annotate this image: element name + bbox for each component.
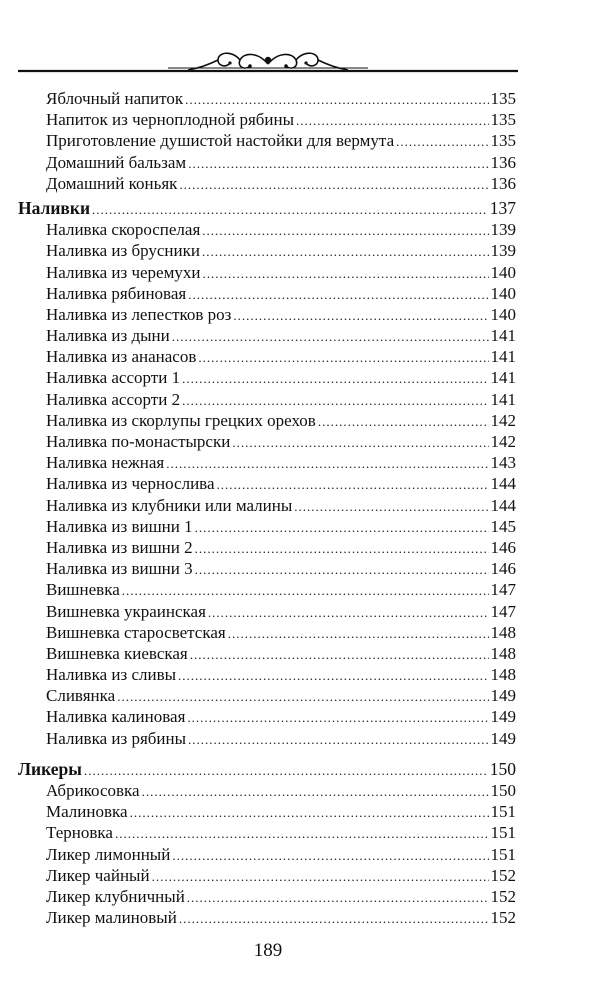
toc-entry: [18, 173, 516, 194]
dot-leader: [130, 801, 489, 823]
toc-entry: [18, 664, 516, 685]
toc-entry: [18, 780, 516, 801]
dot-leader: [84, 759, 488, 781]
toc-entry-page: 152: [490, 908, 516, 928]
toc-entry: [18, 283, 516, 304]
toc-entry-page: 141: [490, 389, 516, 409]
toc-entry-page: 140: [490, 262, 516, 282]
section-heading: [18, 759, 516, 780]
toc-entry: [18, 886, 516, 907]
toc-entry-page: 135: [490, 89, 516, 108]
toc-entry: [18, 685, 516, 706]
dot-leader: [396, 130, 488, 152]
toc-entry: [18, 558, 516, 579]
dot-leader: [202, 262, 488, 284]
toc-entry-title: Ликер клубничный: [46, 886, 185, 906]
toc-entry-title: Наливка нежная: [46, 453, 165, 473]
toc-entry-title: Абрикосовка: [46, 781, 140, 800]
toc-entry: [18, 822, 516, 843]
dot-leader: [182, 389, 488, 411]
toc-entry-page: 140: [490, 283, 516, 303]
dot-leader: [187, 706, 488, 728]
dot-leader: [202, 240, 489, 262]
toc-entry-title: Наливка из клубники или малины: [46, 495, 293, 515]
toc-entry-page: 142: [490, 432, 516, 451]
toc-entry: [18, 728, 516, 749]
toc-entry-page: 150: [490, 781, 516, 800]
dot-leader: [182, 367, 488, 389]
dot-leader: [185, 88, 488, 110]
dot-leader: [152, 865, 489, 887]
toc-entry-title: Вишневка старосветская: [46, 622, 226, 642]
dot-leader: [115, 822, 489, 844]
toc-entry: [18, 410, 516, 431]
toc-entry-title: Наливка из рябины: [46, 728, 187, 748]
toc-entry: [18, 622, 516, 643]
dot-leader: [166, 452, 488, 474]
toc-entry-title: Наливка из лепестков роз: [46, 304, 232, 324]
toc-entry-title: Наливка из вишни 3: [46, 559, 193, 579]
toc-entry-page: 147: [490, 580, 516, 600]
dot-leader: [188, 152, 488, 174]
toc-entry: [18, 109, 516, 130]
toc-entry: [18, 346, 516, 367]
toc-entry-title: Наливка по-монастырски: [46, 432, 231, 451]
toc-entry-page: 151: [490, 823, 516, 843]
toc-entry-title: Сливянка: [46, 686, 116, 706]
toc-entry: [18, 473, 516, 494]
toc-entry-title: Наливка из чернослива: [46, 474, 215, 494]
dot-leader: [122, 579, 489, 601]
dot-leader: [195, 537, 489, 559]
dot-leader: [178, 664, 488, 686]
toc-entry-page: 149: [490, 728, 516, 748]
toc-entry: [18, 801, 516, 822]
toc-entry: [18, 495, 516, 516]
toc-entry-page: 144: [490, 495, 516, 515]
toc-entry: [18, 579, 516, 600]
toc-entry-title: Ликер лимонный: [46, 844, 171, 864]
toc-entry-page: 152: [490, 865, 516, 885]
dot-leader: [117, 685, 488, 707]
toc-entry-title: Наливка из вишни 1: [46, 516, 193, 536]
section-heading: [18, 198, 516, 219]
dot-leader: [202, 219, 488, 241]
toc-entry-title: Напиток из черноплодной рябины: [46, 110, 295, 130]
dot-leader: [179, 173, 488, 195]
toc-entry-page: 145: [490, 516, 516, 536]
page-number: 189: [253, 940, 283, 961]
dot-leader: [188, 728, 488, 750]
toc-entry: [18, 325, 516, 346]
toc-entry-title: Наливка из вишни 2: [46, 537, 193, 557]
toc-entry-title: Малиновка: [46, 802, 128, 822]
toc-entry-page: 139: [490, 220, 516, 240]
toc-entry-page: 148: [490, 622, 516, 642]
toc-entry-page: 139: [490, 241, 516, 261]
table-of-contents: [18, 88, 516, 928]
toc-entry: [18, 304, 516, 325]
toc-entry: [18, 88, 516, 109]
toc-entry-title: Яблочный напиток: [46, 89, 184, 108]
toc-entry-page: 143: [490, 453, 516, 473]
toc-entry: [18, 367, 516, 388]
dot-leader: [217, 473, 489, 495]
toc-entry-page: 148: [490, 643, 516, 663]
toc-entry-page: 136: [490, 152, 516, 172]
toc-entry-title: Наливка калиновая: [46, 707, 186, 727]
toc-entry: [18, 706, 516, 727]
toc-entry: [18, 240, 516, 261]
dot-leader: [179, 907, 489, 929]
dot-leader: [172, 844, 488, 866]
toc-entry-title: Ликер чайный: [46, 865, 150, 885]
toc-entry: [18, 452, 516, 473]
dot-leader: [188, 283, 488, 305]
toc-entry-title: Приготовление душистой настойки для вермута: [46, 131, 395, 151]
toc-entry-page: 146: [490, 559, 516, 579]
dot-leader: [318, 410, 489, 432]
toc-entry-title: Вишневка киевская: [46, 643, 188, 663]
dot-leader: [233, 304, 488, 326]
toc-entry-page: 140: [490, 304, 516, 324]
dot-leader: [232, 431, 488, 453]
toc-entry-page: 142: [490, 410, 516, 430]
toc-entry-title: Вишневка украинская: [46, 601, 206, 621]
section-heading-page: 150: [489, 758, 516, 779]
toc-entry-page: 149: [490, 686, 516, 706]
dot-leader: [142, 780, 489, 802]
toc-entry-page: 135: [490, 110, 516, 130]
toc-entry: [18, 152, 516, 173]
section-heading-page: 137: [489, 197, 516, 218]
toc-entry: [18, 907, 516, 928]
toc-entry-page: 151: [490, 802, 516, 822]
toc-entry-page: 141: [490, 326, 516, 346]
dot-leader: [190, 643, 489, 665]
toc-entry-page: 144: [490, 474, 516, 494]
dot-leader: [92, 198, 488, 220]
toc-entry-page: 149: [490, 707, 516, 727]
toc-entry-title: Домашний коньяк: [46, 173, 178, 193]
toc-entry: [18, 516, 516, 537]
toc-entry-page: 135: [490, 131, 516, 151]
toc-entry: [18, 601, 516, 622]
toc-entry-page: 136: [490, 173, 516, 193]
dot-leader: [195, 516, 489, 538]
toc-entry: [18, 262, 516, 283]
toc-entry-title: Наливка из дыни: [46, 326, 170, 346]
toc-entry-title: Наливка из черемухи: [46, 262, 201, 282]
toc-entry-page: 146: [490, 537, 516, 557]
toc-entry-title: Ликер малиновый: [46, 908, 177, 928]
toc-entry-title: Наливка ассорти 1: [46, 368, 181, 388]
toc-entry: [18, 431, 516, 452]
toc-entry-title: Терновка: [46, 823, 113, 843]
toc-entry-title: Наливка скороспелая: [46, 220, 201, 240]
toc-entry: [18, 219, 516, 240]
toc-entry-page: 151: [490, 844, 516, 864]
toc-entry: [18, 865, 516, 886]
toc-entry-title: Наливка из скорлупы грецких орехов: [46, 410, 316, 430]
dot-leader: [187, 886, 489, 908]
section-heading-title: Ликеры: [18, 758, 82, 779]
toc-entry: [18, 389, 516, 410]
dot-leader: [228, 622, 489, 644]
dot-leader: [195, 558, 489, 580]
toc-entry-title: Вишневка: [46, 580, 120, 600]
dot-leader: [208, 601, 489, 623]
toc-entry-page: 152: [490, 886, 516, 906]
toc-entry: [18, 537, 516, 558]
toc-entry-title: Наливка рябиновая: [46, 283, 187, 303]
dot-leader: [198, 346, 488, 368]
toc-entry: [18, 844, 516, 865]
toc-entry: [18, 130, 516, 151]
toc-entry-page: 141: [490, 368, 516, 388]
toc-entry-title: Наливка из брусники: [46, 241, 200, 261]
toc-entry-page: 141: [490, 347, 516, 367]
dot-leader: [296, 109, 488, 131]
toc-entry-title: Наливка ассорти 2: [46, 389, 181, 409]
toc-entry-page: 148: [490, 665, 516, 685]
toc-entry-page: 147: [490, 601, 516, 621]
toc-entry-title: Домашний бальзам: [46, 152, 187, 172]
dot-leader: [172, 325, 489, 347]
toc-entry-title: Наливка из сливы: [46, 665, 177, 685]
toc-entry-title: Наливка из ананасов: [46, 347, 197, 367]
header-ornament-icon: [18, 46, 518, 86]
dot-leader: [294, 495, 488, 517]
section-heading-title: Наливки: [18, 197, 91, 218]
toc-entry: [18, 643, 516, 664]
